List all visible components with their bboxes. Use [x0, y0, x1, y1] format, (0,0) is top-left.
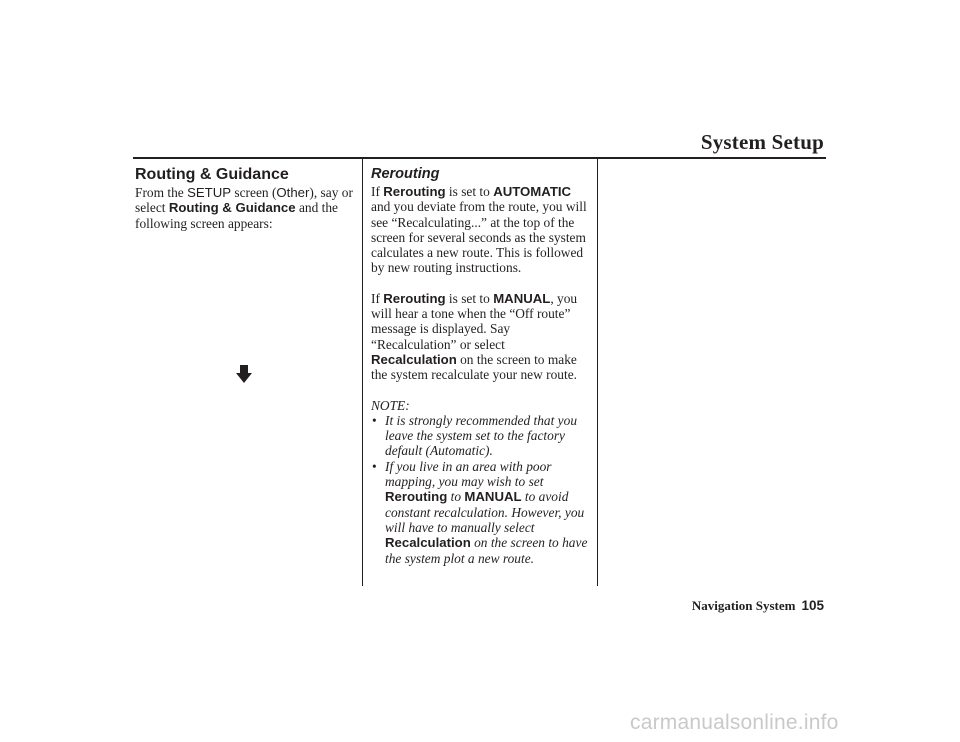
bullet-icon: •: [372, 412, 377, 428]
note-text: to: [447, 489, 465, 505]
watermark: carmanualsonline.info: [630, 711, 839, 734]
body-text: If: [371, 184, 384, 199]
note-item: [371, 459, 593, 566]
other-term: Other: [276, 185, 310, 200]
intro-text: From the: [135, 185, 188, 200]
intro-text: ), say or select: [135, 185, 353, 216]
note-list: [371, 413, 593, 566]
rerouting-manual-paragraph: [371, 291, 593, 383]
note-text: If you live in an area with poor mapping, you may wish to set: [385, 458, 552, 490]
bullet-icon: •: [372, 458, 377, 474]
rerouting-automatic-paragraph: [371, 184, 593, 276]
automatic-term: AUTOMATIC: [493, 184, 572, 199]
page-header-title: System Setup: [700, 130, 824, 154]
subsection-title: Rerouting: [371, 166, 440, 182]
note-text: It is strongly recommended that you leave the system set to the factory default (Automatic).: [385, 412, 578, 459]
note-text: to avoid constant recalculation. However, you will have to manually select: [385, 489, 585, 535]
body-text: is set to: [445, 184, 494, 199]
rerouting-term: Rerouting: [383, 184, 446, 199]
manual-term: MANUAL: [464, 489, 522, 505]
left-column: [135, 166, 353, 246]
routing-guidance-term: Routing & Guidance: [168, 200, 296, 216]
recalculation-term: Recalculation: [385, 535, 471, 551]
note-item: [371, 413, 593, 459]
rerouting-term: Rerouting: [383, 290, 446, 306]
note-label: NOTE:: [371, 397, 410, 413]
intro-text: and the following screen appears:: [135, 200, 338, 231]
section-title: Routing & Guidance: [135, 166, 289, 183]
setup-term: SETUP: [187, 185, 232, 200]
column-divider-left: [362, 159, 363, 586]
recalculation-term: Recalculation: [371, 351, 457, 367]
manual-term: MANUAL: [493, 290, 551, 306]
middle-column: [371, 166, 593, 566]
footer-section-name: Navigation System: [691, 598, 796, 613]
page-footer: [692, 598, 824, 614]
body-text: and you deviate from the route, you will see “Recalculating...” at the top of the screen for several seconds as the system calculates a new route. This is followed by new routing instructions.: [371, 199, 587, 276]
body-text: on the screen to make the system recalculate your new route.: [371, 351, 577, 383]
header-rule: [133, 157, 826, 159]
page-number: 105: [801, 598, 824, 613]
body-text: If: [371, 290, 384, 306]
body-text: , you will hear a tone when the “Off route” message is displayed. Say “Recalculation” or select: [371, 290, 578, 352]
down-arrow-icon: [236, 365, 252, 383]
intro-text: screen (: [231, 185, 277, 200]
note-text: on the screen to have the system plot a new route.: [385, 535, 588, 566]
column-divider-right: [597, 159, 598, 586]
body-text: is set to: [445, 290, 494, 306]
rerouting-term: Rerouting: [385, 489, 448, 505]
intro-paragraph: [135, 185, 353, 231]
